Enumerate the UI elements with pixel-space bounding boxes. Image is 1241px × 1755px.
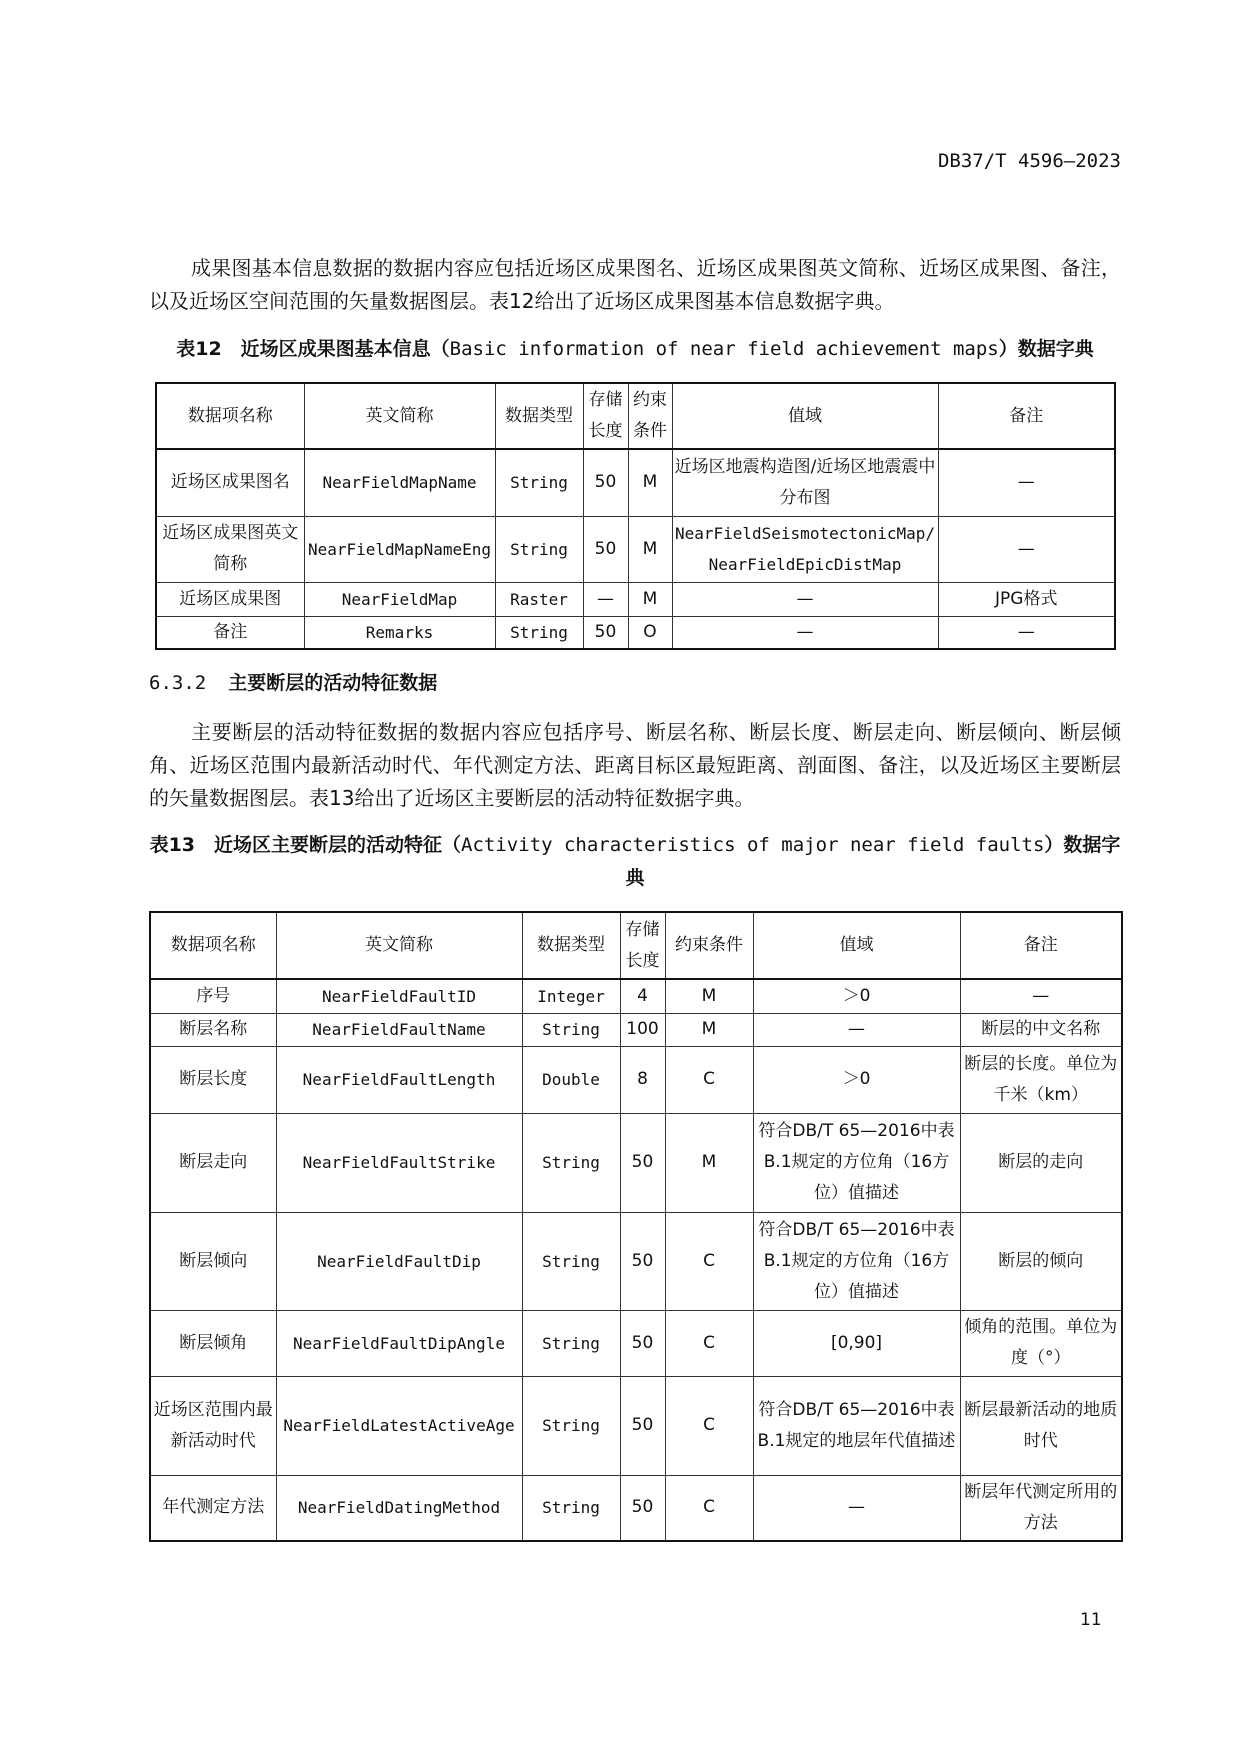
table-row (150, 1212, 1122, 1310)
table-cell: M (665, 1113, 753, 1212)
table-cell: M (628, 582, 672, 616)
column-header: 约束条件 (628, 383, 672, 449)
intro-paragraph (149, 252, 1121, 318)
table-cell: 近场区地震构造图/近场区地震震中分布图 (672, 449, 938, 516)
caption-prefix: 表13 近场区主要断层的活动特征（ (149, 834, 462, 856)
column-header: 备注 (938, 383, 1115, 449)
table-cell: 断层的走向 (960, 1113, 1122, 1212)
table-row (156, 582, 1115, 616)
table-row (156, 449, 1115, 516)
table-header-row (150, 912, 1122, 979)
column-header: 备注 (960, 912, 1122, 979)
table-cell: ＞0 (753, 1046, 960, 1113)
table-cell: O (628, 616, 672, 649)
section-number: 6.3.2 (149, 672, 207, 694)
table-cell: 50 (620, 1212, 665, 1310)
column-header: 英文简称 (276, 912, 522, 979)
caption-suffix: ）数据字典 (998, 338, 1094, 360)
table-cell: 50 (583, 616, 628, 649)
table-cell: 断层倾向 (150, 1212, 276, 1310)
section-paragraph (149, 716, 1121, 815)
column-header: 数据项名称 (150, 912, 276, 979)
table-cell: String (495, 449, 583, 516)
table-cell: — (583, 582, 628, 616)
table-cell: String (522, 1310, 620, 1376)
table-cell: C (665, 1046, 753, 1113)
table-cell: C (665, 1310, 753, 1376)
table-cell: — (753, 1475, 960, 1541)
table-cell: NearFieldFaultName (276, 1013, 522, 1046)
table13 (149, 911, 1123, 1542)
table-row (150, 1475, 1122, 1541)
table-cell: — (938, 516, 1115, 582)
table-cell: String (522, 1113, 620, 1212)
table-cell: [0,90] (753, 1310, 960, 1376)
table-cell: — (672, 616, 938, 649)
table-cell: 年代测定方法 (150, 1475, 276, 1541)
table-cell: — (672, 582, 938, 616)
table-row (150, 1310, 1122, 1376)
table-cell: 近场区成果图 (156, 582, 304, 616)
table-cell: String (495, 516, 583, 582)
paragraph-text: 成果图基本信息数据的数据内容应包括近场区成果图名、近场区成果图英文简称、近场区成果图、备注，以及近场区空间范围的矢量数据图层。表12给出了近场区成果图基本信息数据字典。 (149, 256, 1121, 313)
table-cell: 近场区范围内最新活动时代 (150, 1376, 276, 1475)
document-code: DB37/T 4596—2023 (937, 150, 1121, 172)
table-cell: Double (522, 1046, 620, 1113)
table-row (150, 1376, 1122, 1475)
table-cell: NearFieldMapNameEng (304, 516, 495, 582)
table-cell: Raster (495, 582, 583, 616)
table-cell: 断层的倾向 (960, 1212, 1122, 1310)
table-row (156, 516, 1115, 582)
table-cell: — (960, 979, 1122, 1013)
table-cell: NearFieldDatingMethod (276, 1475, 522, 1541)
page-number: 11 (1080, 1610, 1102, 1630)
table-row (156, 616, 1115, 649)
table-cell: 序号 (150, 979, 276, 1013)
table-cell: 符合DB/T 65—2016中表B.1规定的地层年代值描述 (753, 1376, 960, 1475)
column-header: 数据类型 (522, 912, 620, 979)
table-cell: M (628, 516, 672, 582)
table-cell: NearFieldFaultStrike (276, 1113, 522, 1212)
table-cell: M (665, 1013, 753, 1046)
column-header: 存储长度 (583, 383, 628, 449)
table-cell: 断层名称 (150, 1013, 276, 1046)
table-row (150, 1113, 1122, 1212)
table-cell: — (753, 1013, 960, 1046)
table-cell: — (938, 616, 1115, 649)
table-cell: 4 (620, 979, 665, 1013)
table-cell: String (522, 1376, 620, 1475)
table-cell: — (938, 449, 1115, 516)
caption-prefix: 表12 近场区成果图基本信息（ (176, 338, 450, 360)
table-header-row (156, 383, 1115, 449)
table13-caption (149, 829, 1121, 895)
column-header: 约束条件 (665, 912, 753, 979)
table-cell: 断层年代测定所用的方法 (960, 1475, 1122, 1541)
table-cell: 符合DB/T 65—2016中表B.1规定的方位角（16方位）值描述 (753, 1113, 960, 1212)
caption-english: Activity characteristics of major near field faults (461, 834, 1045, 856)
table-row (150, 1046, 1122, 1113)
section-title: 主要断层的活动特征数据 (228, 672, 438, 694)
table-cell: 近场区成果图名 (156, 449, 304, 516)
table-cell: String (522, 1212, 620, 1310)
table-cell: 断层倾角 (150, 1310, 276, 1376)
table-cell: M (628, 449, 672, 516)
table-row (150, 1013, 1122, 1046)
table-cell: NearFieldLatestActiveAge (276, 1376, 522, 1475)
column-header: 存储长度 (620, 912, 665, 979)
caption-english: Basic information of near field achievement maps (449, 338, 999, 360)
table-cell: NearFieldMapName (304, 449, 495, 516)
table-cell: NearFieldSeismotectonicMap/ NearFieldEpicDistMap (672, 516, 938, 582)
table-cell: M (665, 979, 753, 1013)
table-cell: 断层的中文名称 (960, 1013, 1122, 1046)
table-cell: JPG格式 (938, 582, 1115, 616)
table-cell: NearFieldFaultLength (276, 1046, 522, 1113)
table-cell: 100 (620, 1013, 665, 1046)
table-cell: 符合DB/T 65—2016中表B.1规定的方位角（16方位）值描述 (753, 1212, 960, 1310)
column-header: 数据类型 (495, 383, 583, 449)
table-cell: 倾角的范围。单位为度（°） (960, 1310, 1122, 1376)
paragraph-text: 主要断层的活动特征数据的数据内容应包括序号、断层名称、断层长度、断层走向、断层倾向、断层倾角、近场区范围内最新活动时代、年代测定方法、距离目标区最短距离、剖面图、备注，以及近场区主要断层的矢量数据图层。表13给出了近场区主要断层的活动特征数据字典。 (149, 720, 1121, 810)
table-cell: C (665, 1212, 753, 1310)
table-cell: 50 (620, 1310, 665, 1376)
table-cell: NearFieldFaultDipAngle (276, 1310, 522, 1376)
table-cell: 断层走向 (150, 1113, 276, 1212)
table-cell: Integer (522, 979, 620, 1013)
table-cell: String (522, 1013, 620, 1046)
table-cell: ＞0 (753, 979, 960, 1013)
table-cell: NearFieldFaultDip (276, 1212, 522, 1310)
table-cell: C (665, 1475, 753, 1541)
table-cell: String (495, 616, 583, 649)
table-cell: 50 (620, 1376, 665, 1475)
table-cell: 50 (620, 1475, 665, 1541)
table-cell: C (665, 1376, 753, 1475)
table-cell: 断层最新活动的地质时代 (960, 1376, 1122, 1475)
column-header: 值域 (672, 383, 938, 449)
table-cell: 50 (583, 449, 628, 516)
table-cell: Remarks (304, 616, 495, 649)
table-cell: 50 (583, 516, 628, 582)
column-header: 数据项名称 (156, 383, 304, 449)
table-cell: NearFieldFaultID (276, 979, 522, 1013)
table-cell: 近场区成果图英文简称 (156, 516, 304, 582)
table-cell: 50 (620, 1113, 665, 1212)
column-header: 英文简称 (304, 383, 495, 449)
table-row (150, 979, 1122, 1013)
table12 (155, 382, 1116, 650)
table-cell: 8 (620, 1046, 665, 1113)
table12-caption (149, 333, 1121, 366)
table-cell: 断层长度 (150, 1046, 276, 1113)
caption-suffix: ）数据字典 (625, 834, 1121, 889)
section-heading (149, 668, 437, 695)
table-cell: 断层的长度。单位为千米（km） (960, 1046, 1122, 1113)
column-header: 值域 (753, 912, 960, 979)
table-cell: 备注 (156, 616, 304, 649)
table-cell: String (522, 1475, 620, 1541)
table-cell: NearFieldMap (304, 582, 495, 616)
